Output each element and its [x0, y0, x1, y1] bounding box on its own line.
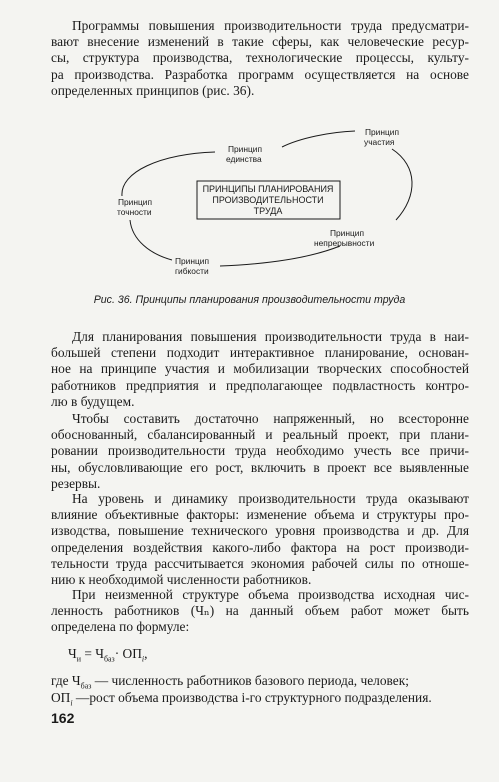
- arc-continuity-flexibility: [220, 246, 340, 266]
- text-line: нию к необходимой численности работников.: [51, 572, 312, 588]
- page-number: 162: [51, 710, 75, 726]
- def1-prefix: где Ч: [51, 673, 81, 688]
- label-unity-2: единства: [226, 154, 262, 164]
- formula: [68, 646, 147, 664]
- text-line: лю в будущем.: [51, 393, 135, 409]
- text-line: Для планирования повышения производительности труда в наи-: [72, 329, 469, 344]
- text-line: ны, обусловливающие его рост, включить в проект все выявленные: [51, 459, 469, 475]
- def2-text: —рост объема производства i-го структурного подразделения.: [72, 690, 432, 705]
- text-line: определена по формуле:: [51, 619, 190, 635]
- label-flexibility-2: гибкости: [175, 266, 209, 276]
- formula-lhs: Ч: [68, 646, 77, 661]
- center-line-3: ТРУДА: [253, 206, 283, 216]
- arc-flexibility-accuracy: [130, 220, 172, 260]
- formula-op-sub: i: [141, 654, 145, 664]
- def2-sub: i: [70, 698, 73, 708]
- text-line: ра производства. Разработка программ осуществляется на основе: [51, 66, 469, 82]
- principles-diagram: [0, 0, 499, 300]
- text-line: На уровень и динамику производительности труда оказывают: [72, 491, 469, 506]
- text-line: влияние объективные факторы: изменение объема и структуры про-: [51, 507, 469, 523]
- formula-lhs-sub: и: [76, 654, 81, 664]
- formula-base-sub: баз: [103, 654, 115, 664]
- definition-output-growth: [51, 689, 471, 712]
- text-line: изводства, повышение технического уровня производства и др. Для: [51, 523, 469, 539]
- formula-rest: · ОП: [114, 646, 142, 661]
- label-flexibility-1: Принцип: [175, 256, 209, 266]
- def2-prefix: ОП: [51, 690, 71, 705]
- label-accuracy-1: Принцип: [118, 197, 152, 207]
- text-line: резервы.: [51, 475, 101, 491]
- arc-participation-continuity: [392, 149, 412, 220]
- paragraph-factors: [51, 491, 469, 588]
- paragraph-interactive-planning: [51, 329, 469, 410]
- label-continuity-2: непрерывности: [314, 238, 375, 248]
- def1-sub: баз: [80, 681, 92, 691]
- def1-text: — численность работников базового периода, человек;: [91, 673, 409, 688]
- formula-tail: ,: [144, 646, 148, 661]
- text-line: ровании производительности труда необходимо учесть все причи-: [51, 443, 469, 459]
- text-line: ное на принципе участия и мобилизации творческих способностей: [51, 361, 469, 377]
- label-unity-1: Принцип: [228, 144, 262, 154]
- label-participation-1: Принцип: [365, 127, 399, 137]
- text-line: тельности труда рассчитывается экономия рабочей силы по отноше-: [51, 555, 469, 571]
- text-line: большей степени подходит интерактивное планирование, основан-: [51, 345, 469, 361]
- figure-caption: Рис. 36. Принципы планирования производительности труда: [93, 294, 406, 306]
- text-line: вают внесение изменений в такие сферы, как человеческие ресур-: [51, 34, 469, 50]
- paragraph-formula-intro: [51, 587, 469, 636]
- text-line: определенных принципов (рис. 36).: [51, 82, 255, 98]
- text-line: ленность работников (Чₙ) на данный объем работ может быть: [51, 603, 469, 619]
- center-line-1: ПРИНЦИПЫ ПЛАНИРОВАНИЯ: [202, 184, 334, 194]
- label-continuity-1: Принцип: [330, 228, 364, 238]
- text-line: сы, структура производства, технологические процессы, культу-: [51, 50, 469, 66]
- text-line: обоснованный, сбалансированный и реальный проект, при плани-: [51, 427, 469, 443]
- text-line: Программы повышения производительности труда предусматри-: [72, 18, 469, 33]
- label-participation-2: участия: [364, 137, 395, 147]
- formula-eq: = Ч: [80, 646, 104, 661]
- text-line: определения воздействия какого-либо фактора на рост производи-: [51, 539, 469, 555]
- arc-accuracy-unity: [122, 152, 215, 196]
- label-accuracy-2: точности: [117, 207, 152, 217]
- arc-unity-participation: [282, 131, 355, 147]
- paragraph-project: [51, 411, 469, 492]
- text-line: При неизменной структуре объема производства исходная чис-: [72, 587, 469, 602]
- center-line-2: ПРОИЗВОДИТЕЛЬНОСТИ: [212, 195, 324, 205]
- text-line: Чтобы составить достаточно напряженный, но всесторонне: [72, 411, 469, 426]
- text-line: работников предприятия и предполагающее подвластность контро-: [51, 377, 469, 393]
